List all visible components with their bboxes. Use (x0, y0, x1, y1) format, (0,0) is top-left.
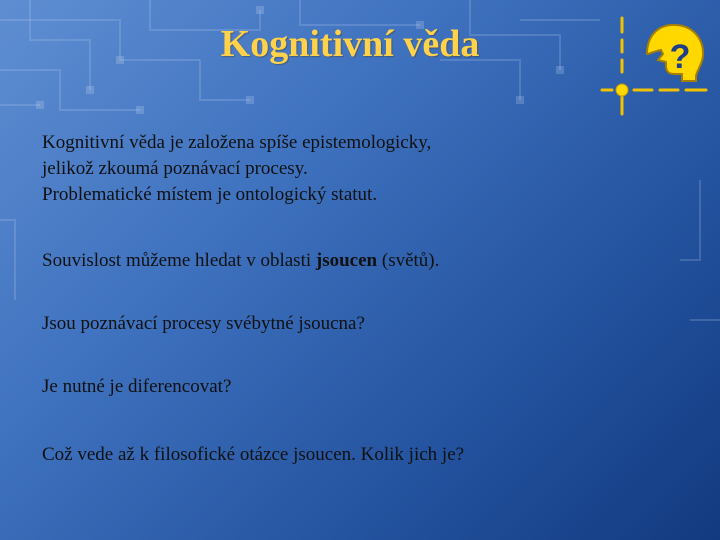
paragraph-2-end: (světů). (377, 250, 440, 271)
paragraph-1 (42, 130, 682, 208)
slide-title: Kognitivní věda (220, 23, 480, 65)
question-mark-glyph: ? (669, 38, 691, 76)
paragraph-1-line-1: Kognitivní věda je založena spíše epistemologicky, (42, 132, 432, 153)
paragraph-2-start: Souvislost můžeme hledat v oblasti (42, 250, 316, 271)
paragraph-4: Je nutné je diferencovat? (42, 376, 232, 397)
paragraph-5: Což vede až k filosofické otázce jsoucen. Kolik jich je? (42, 444, 465, 465)
paragraph-1-line-3: Problematické místem je ontologický statut. (42, 184, 378, 205)
paragraph-1-line-2: jelikož zkoumá poznávací procesy. (42, 158, 308, 179)
slide-body (42, 130, 682, 468)
question-head-icon (600, 10, 710, 120)
paragraph-2-bold-term: jsoucen (315, 250, 378, 271)
paragraph-3: Jsou poznávací procesy svébytné jsoucna? (42, 313, 365, 334)
paragraph-2 (42, 248, 682, 274)
